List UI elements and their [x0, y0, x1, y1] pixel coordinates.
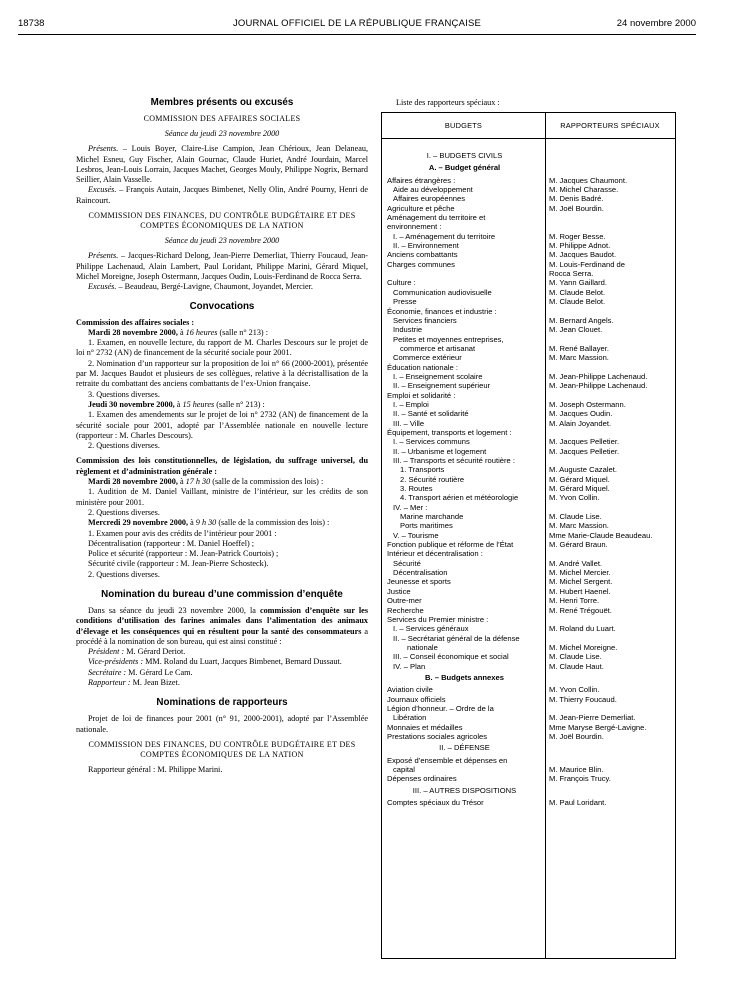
- rapporteur-cell: [542, 743, 675, 752]
- table-row: [382, 503, 675, 512]
- rapporteur-cell: [542, 391, 675, 400]
- rapporteur-cell: Rocca Serra.: [549, 269, 594, 279]
- budget-cell: Recherche: [387, 605, 424, 615]
- budget-cell: 2. Sécurité routière: [400, 474, 465, 484]
- agenda-item: 1. Examen, en nouvelle lecture, du rapport de M. Charles Descours sur le projet de loi n° 2732 (AN) de financement de la sécurité sociale pour 2001.: [76, 338, 368, 358]
- rapporteur-cell: [542, 549, 675, 558]
- rapporteur-cell: [542, 151, 675, 160]
- bureau-member: Secrétaire : M. Gérard Le Cam.: [88, 667, 193, 677]
- rapporteur-cell: M. Louis-Ferdinand de: [549, 259, 625, 269]
- table-row: [382, 732, 675, 741]
- commission-heading: Commission des affaires sociales :: [76, 317, 195, 327]
- rapporteur-cell: M. Jacques Pelletier.: [549, 437, 620, 447]
- excuses-paragraph: Excusés. – François Autain, Jacques Bimbenet, Nelly Olin, André Pourny, Henri de Raincourt.: [76, 185, 368, 205]
- table-row: [382, 409, 675, 418]
- rapporteur-cell: M. Thierry Foucaud.: [549, 694, 617, 704]
- table-row: [382, 335, 675, 344]
- budget-cell: Communication audiovisuelle: [393, 287, 492, 297]
- table-row: [382, 765, 675, 774]
- budget-cell: 3. Routes: [400, 484, 433, 494]
- agenda-subitem: Police et sécurité (rapporteur : M. Jean-Patrick Courtois) ;: [88, 549, 279, 559]
- table-row: [382, 559, 675, 568]
- table-row: [382, 662, 675, 671]
- rapporteur-cell: M. Claude Haut.: [549, 661, 604, 671]
- rapporteur-cell: M. Claude Lise.: [549, 652, 602, 662]
- rapporteur-cell: M. Hubert Haenel.: [549, 586, 611, 596]
- rapporteur-cell: M. Marc Massion.: [549, 521, 609, 531]
- budget-cell: Commerce extérieur: [393, 353, 462, 363]
- commission-finances: COMMISSION DES FINANCES, DU CONTRÔLE BUDGÉTAIRE ET DES COMPTES ÉCONOMIQUES DE LA NATION: [88, 211, 356, 231]
- budget-cell: III. – AUTRES DISPOSITIONS: [412, 785, 517, 795]
- seance-date: Séance du jeudi 23 novembre 2000: [164, 129, 280, 138]
- bureau-member: Rapporteur : M. Jean Bizet.: [88, 678, 180, 688]
- rapporteur-cell: M. François Trucy.: [549, 774, 611, 784]
- rapporteur-cell: M. Jean-Philippe Lachenaud.: [549, 381, 648, 391]
- rapporteur-cell: M. Jacques Baudot.: [549, 250, 617, 260]
- budget-cell: Exposé d’ensemble et dépenses en: [387, 755, 508, 765]
- commission-affaires-sociales: COMMISSION DES AFFAIRES SOCIALES: [143, 114, 301, 123]
- table-row: [382, 437, 675, 446]
- budget-cell: Aménagement du territoire et: [387, 213, 486, 223]
- table-section-heading: [382, 151, 675, 160]
- table-row: [382, 484, 675, 493]
- budget-cell: Services financiers: [393, 315, 457, 325]
- budget-cell: I. – Services communs: [393, 437, 470, 447]
- rapporteurs-table: [381, 112, 676, 959]
- table-row: [382, 798, 675, 807]
- agenda-item: 1. Examen des amendements sur le projet de loi n° 2732 (AN) de financement de la sécurité sociale pour 2001, adopté par l’Assemblée nationale en nouvelle lecture (rapporteur : M. Charles Descours).: [76, 410, 368, 440]
- budget-cell: Éducation nationale :: [387, 362, 458, 372]
- budget-cell: environnement :: [387, 222, 442, 232]
- table-row: [382, 204, 675, 213]
- budget-cell: 1. Transports: [400, 465, 445, 475]
- table-row: [382, 531, 675, 540]
- budget-cell: Emploi et solidarité :: [387, 390, 456, 400]
- rapporteur-cell: M. Jean-Pierre Demerliat.: [549, 713, 636, 723]
- section-title-membres: Membres présents ou excusés: [150, 97, 294, 108]
- budget-cell: Fonction publique et réforme de l’État: [387, 540, 514, 550]
- presents-paragraph: Présents. – Louis Boyer, Claire-Lise Campion, Jean Chérioux, Jean Delaneau, Michel Esneu, Guy Fischer, Alain Gournac, Claude Huriet, André Jourdain, Marcel Lesbros, Jean-Louis Lorrain, Jacques Machet, Georges Mouly, Philippe Nogrix, Bernard Seillier, Alain Vasselle.: [76, 144, 368, 185]
- left-column: [76, 92, 368, 775]
- table-row: [382, 685, 675, 694]
- table-row: [382, 391, 675, 400]
- table-row: [382, 756, 675, 765]
- budget-cell: IV. – Plan: [393, 661, 426, 671]
- table-row: [382, 475, 675, 484]
- budget-cell: Légion d’honneur. – Ordre de la: [387, 703, 494, 713]
- table-row: [382, 652, 675, 661]
- rapporteur-cell: [542, 456, 675, 465]
- rapporteur-cell: M. Michel Charasse.: [549, 185, 619, 195]
- rapporteur-cell: M. Michel Sergent.: [549, 577, 613, 587]
- excuses-paragraph: Excusés. – Beaudeau, Bergé-Lavigne, Chaumont, Joyandet, Mercier.: [88, 282, 313, 292]
- table-row: [382, 288, 675, 297]
- rapporteur-cell: M. Jacques Oudin.: [549, 409, 613, 419]
- budget-cell: Comptes spéciaux du Trésor: [387, 798, 484, 808]
- budget-cell: II. – Santé et solidarité: [393, 409, 469, 419]
- agenda-item: 2. Nomination d’un rapporteur sur la proposition de loi n° 66 (2000-2001), présentée par M. Jacques Baudot et plusieurs de ses collègues, relative à la décristallisation de la retraite du combattant des anciens combattants de l’ex-Union française.: [76, 358, 368, 389]
- rapporteur-cell: M. Joël Bourdin.: [549, 203, 604, 213]
- budget-cell: Prestations sociales agricoles: [387, 731, 488, 741]
- rapporteur-cell: M. Gérard Miquel.: [549, 474, 610, 484]
- budget-cell: Affaires étrangères :: [387, 175, 456, 185]
- rapporteurs-paragraph: Projet de loi de finances pour 2001 (n° 91, 2000-2001), adopté par l’Assemblée nationale.: [76, 714, 368, 734]
- page-header: [18, 14, 696, 35]
- budget-cell: Affaires européennes: [393, 194, 466, 204]
- rapporteur-cell: M. Michel Mercier.: [549, 568, 611, 578]
- table-row: [382, 176, 675, 185]
- column-header-budgets: BUDGETS: [444, 120, 483, 130]
- rapporteur-cell: Mme Marie-Claude Beaudeau.: [549, 530, 653, 540]
- budget-cell: III. – Transports et sécurité routière :: [393, 456, 515, 465]
- table-row: [382, 587, 675, 596]
- page-number: 18738: [18, 18, 45, 29]
- budget-cell: V. – Tourisme: [393, 530, 439, 540]
- rapporteur-cell: M. Roland du Luart.: [549, 624, 616, 634]
- budget-cell: Anciens combattants: [387, 250, 458, 260]
- table-row: [382, 643, 675, 652]
- rapporteur-cell: [542, 634, 675, 643]
- rapporteur-cell: [542, 363, 675, 372]
- rapporteur-cell: M. Yvon Collin.: [549, 493, 600, 503]
- table-row: [382, 540, 675, 549]
- table-row: [382, 596, 675, 605]
- agenda-subitem: Sécurité civile (rapporteur : M. Jean-Pierre Schosteck).: [88, 559, 269, 569]
- table-header: [382, 113, 675, 139]
- budget-cell: Aide au développement: [393, 185, 473, 195]
- rapporteur-cell: [542, 428, 675, 437]
- budget-cell: III. – Conseil économique et social: [393, 652, 509, 662]
- budget-cell: Libération: [393, 713, 427, 723]
- table-row: [382, 222, 675, 231]
- meeting-date: Mercredi 29 novembre 2000, à 9 h 30 (salle de la commission des lois) :: [88, 518, 330, 528]
- commission-heading: Commission des lois constitutionnelles, de législation, du suffrage universel, du règlement et d’administration générale :: [76, 456, 368, 476]
- rapporteur-cell: M. Gérard Miquel.: [549, 484, 610, 494]
- rapporteur-cell: M. Yann Gaillard.: [549, 278, 607, 288]
- budget-cell: commerce et artisanat: [400, 343, 476, 353]
- table-row: [382, 713, 675, 722]
- table-row: [382, 774, 675, 783]
- rapporteur-cell: M. Henri Torre.: [549, 596, 600, 606]
- table-row: [382, 428, 675, 437]
- rapporteur-cell: [542, 163, 675, 172]
- budget-cell: 4. Transport aérien et météorologie: [400, 493, 519, 503]
- budget-cell: I. – Enseignement scolaire: [393, 371, 483, 381]
- section-title-nomination-bureau: Nomination du bureau d’une commission d’enquête: [101, 588, 343, 600]
- budget-cell: II. – DÉFENSE: [439, 743, 490, 753]
- table-section-heading: [382, 786, 675, 795]
- table-section-heading: [382, 673, 675, 682]
- rapporteur-cell: M. Denis Badré.: [549, 194, 604, 204]
- commission-finances: COMMISSION DES FINANCES, DU CONTRÔLE BUDGÉTAIRE ET DES COMPTES ÉCONOMIQUES DE LA NATION: [88, 739, 356, 759]
- presents-paragraph: Présents. – Jacques-Richard Delong, Jean-Pierre Demerliat, Thierry Foucaud, Jean-Philippe Lachenaud, Alain Lambert, Paul Loridant, Philippe Marini, Gérard Miquel, Michel Moreigne, Joseph Ostermann, Jacques Oudin, Louis-Ferdinand de Rocca Serra.: [76, 251, 368, 281]
- rapporteur-cell: [542, 503, 675, 512]
- table-row: [382, 260, 675, 269]
- budget-cell: Justice: [387, 586, 411, 596]
- table-section-heading: [382, 163, 675, 172]
- rapporteur-cell: M. Alain Joyandet.: [549, 418, 612, 428]
- budget-cell: Marine marchande: [400, 512, 464, 522]
- rapporteur-cell: M. Maurice Blin.: [549, 765, 604, 774]
- budget-cell: II. – Secrétariat général de la défense: [393, 633, 520, 643]
- budget-cell: Industrie: [393, 325, 423, 335]
- budget-cell: Petites et moyennes entreprises,: [393, 334, 504, 344]
- agenda-item: 2. Questions diverses.: [88, 441, 160, 451]
- rapporteur-cell: M. Joseph Ostermann.: [549, 399, 626, 409]
- rapporteur-cell: [542, 786, 675, 795]
- budget-cell: Jeunesse et sports: [387, 577, 451, 587]
- budget-cell: I. – BUDGETS CIVILS: [426, 151, 503, 160]
- budget-cell: Aviation civile: [387, 685, 433, 695]
- budget-cell: Journaux officiels: [387, 694, 446, 704]
- bureau-member: Vice-présidents : MM. Roland du Luart, Jacques Bimbenet, Bernard Dussaut.: [88, 657, 342, 667]
- budget-cell: Services du Premier ministre :: [387, 614, 489, 624]
- rapporteur-cell: M. Bernard Angels.: [549, 315, 614, 325]
- table-row: [382, 363, 675, 372]
- rapporteur-cell: [542, 213, 675, 222]
- table-row: [382, 185, 675, 194]
- rapporteur-cell: M. Philippe Adnot.: [549, 241, 611, 251]
- table-row: [382, 695, 675, 704]
- budget-cell: I. – Services généraux: [393, 624, 469, 634]
- table-row: [382, 493, 675, 502]
- budget-cell: Équipement, transports et logement :: [387, 427, 512, 437]
- rapporteurs-list-intro: Liste des rapporteurs spéciaux :: [396, 98, 500, 107]
- budget-cell: Outre-mer: [387, 596, 422, 606]
- table-row: [382, 624, 675, 633]
- rapporteur-cell: [542, 756, 675, 765]
- budget-cell: Sécurité: [393, 558, 421, 568]
- seance-date: Séance du jeudi 23 novembre 2000: [164, 236, 280, 246]
- budget-cell: Économie, finances et industrie :: [387, 306, 497, 316]
- column-header-rapporteurs: RAPPORTEURS SPÉCIAUX: [560, 120, 660, 130]
- table-row: [382, 325, 675, 334]
- table-row: [382, 278, 675, 287]
- meeting-date: Mardi 28 novembre 2000, à 17 h 30 (salle de la commission des lois) :: [88, 477, 324, 487]
- agenda-item: 3. Questions diverses.: [88, 389, 160, 399]
- agenda-item: 1. Audition de M. Daniel Vaillant, ministre de l’intérieur, sur les crédits de son ministère pour 2001.: [76, 487, 368, 507]
- table-row: [382, 419, 675, 428]
- rapporteur-cell: M. Paul Loridant.: [549, 798, 607, 808]
- budget-cell: Charges communes: [387, 259, 455, 269]
- budget-cell: Agriculture et pêche: [387, 203, 455, 213]
- rapporteur-cell: M. Roger Besse.: [549, 231, 606, 241]
- budget-cell: IV. – Mer :: [393, 502, 428, 512]
- table-section-heading: [382, 743, 675, 752]
- bureau-member: Président : M. Gérard Deriot.: [88, 647, 186, 657]
- section-title-rapporteurs: Nominations de rapporteurs: [156, 697, 288, 709]
- budget-cell: II. – Urbanisme et logement: [393, 446, 487, 456]
- table-row: [382, 512, 675, 521]
- table-row: [382, 615, 675, 624]
- rapporteur-cell: M. André Vallet.: [549, 558, 603, 568]
- table-row: [382, 372, 675, 381]
- table-row: [382, 549, 675, 558]
- agenda-item: 2. Questions diverses.: [88, 569, 160, 579]
- table-row: [382, 400, 675, 409]
- section-title-convocations: Convocations: [189, 300, 255, 312]
- table-row: [382, 723, 675, 732]
- table-row: [382, 250, 675, 259]
- rapporteur-cell: M. Joël Bourdin.: [549, 731, 604, 741]
- rapporteur-cell: [542, 307, 675, 316]
- rapporteur-cell: M. Jacques Pelletier.: [549, 446, 620, 456]
- table-row: [382, 447, 675, 456]
- rapporteur-cell: M. Gérard Braun.: [549, 540, 608, 550]
- budget-cell: Culture :: [387, 278, 416, 288]
- table-row: [382, 568, 675, 577]
- rapporteur-cell: M. Yvon Collin.: [549, 685, 600, 695]
- journal-title: JOURNAL OFFICIEL DE LA RÉPUBLIQUE FRANÇAISE: [232, 18, 482, 29]
- budget-cell: Dépenses ordinaires: [387, 774, 457, 784]
- issue-date: 24 novembre 2000: [616, 18, 696, 29]
- table-row: [382, 344, 675, 353]
- table-row: [382, 465, 675, 474]
- agenda-item: 1. Examen pour avis des crédits de l’intérieur pour 2001 :: [88, 528, 277, 538]
- table-row: [382, 307, 675, 316]
- agenda-item: 2. Questions diverses.: [88, 507, 160, 517]
- budget-cell: capital: [393, 765, 415, 774]
- agenda-subitem: Décentralisation (rapporteur : M. Daniel Hoeffel) ;: [88, 538, 255, 548]
- rapporteur-cell: [542, 222, 675, 231]
- table-row: [382, 606, 675, 615]
- table-row: [382, 456, 675, 465]
- rapporteur-cell: M. Michel Moreigne.: [549, 642, 618, 652]
- budget-cell: Ports maritimes: [400, 521, 453, 531]
- rapporteur-cell: M. Claude Belot.: [549, 297, 606, 307]
- budget-cell: A. – Budget général: [428, 163, 501, 173]
- meeting-date: Mardi 28 novembre 2000, à 16 heures (salle n° 213) :: [88, 327, 268, 337]
- table-row: [382, 577, 675, 586]
- table-row: [382, 704, 675, 713]
- rapporteur-cell: [542, 673, 675, 682]
- table-row: [382, 232, 675, 241]
- rapporteur-cell: M. Jean-Philippe Lachenaud.: [549, 371, 648, 381]
- table-row: [382, 297, 675, 306]
- budget-cell: Décentralisation: [393, 568, 448, 578]
- table-body: [382, 139, 675, 807]
- budget-cell: Monnaies et médailles: [387, 722, 463, 732]
- budget-cell: I. – Emploi: [393, 399, 429, 409]
- rapporteur-general: Rapporteur général : M. Philippe Marini.: [88, 764, 223, 774]
- table-row: [382, 213, 675, 222]
- rapporteur-cell: M. Claude Lise.: [549, 512, 602, 522]
- budget-cell: Presse: [393, 297, 417, 307]
- table-row: [382, 381, 675, 390]
- rapporteur-cell: M. René Ballayer.: [549, 343, 609, 353]
- table-row: [382, 521, 675, 530]
- table-row: [382, 269, 675, 278]
- budget-cell: [382, 269, 542, 278]
- rapporteur-cell: M. René Trégouët.: [549, 605, 612, 615]
- table-row: [382, 194, 675, 203]
- budget-cell: nationale: [407, 642, 438, 652]
- budget-cell: III. – Ville: [393, 418, 425, 428]
- meeting-date: Jeudi 30 novembre 2000, à 15 heures (salle n° 213) :: [88, 399, 265, 409]
- rapporteur-cell: M. Auguste Cazalet.: [549, 465, 617, 475]
- table-row: [382, 241, 675, 250]
- budget-cell: II. – Environnement: [393, 241, 459, 251]
- rapporteur-cell: M. Claude Belot.: [549, 287, 606, 297]
- rapporteur-cell: [542, 335, 675, 344]
- table-row: [382, 634, 675, 643]
- rapporteur-cell: M. Jean Clouet.: [549, 325, 603, 335]
- budget-cell: Intérieur et décentralisation :: [387, 549, 483, 559]
- rapporteur-cell: M. Jacques Chaumont.: [549, 175, 628, 185]
- budget-cell: I. – Aménagement du territoire: [393, 231, 496, 241]
- table-row: [382, 353, 675, 362]
- rapporteur-cell: Mme Maryse Bergé-Lavigne.: [549, 722, 647, 732]
- rapporteur-cell: M. Marc Massion.: [549, 353, 609, 363]
- table-row: [382, 316, 675, 325]
- rapporteur-cell: [542, 615, 675, 624]
- budget-cell: B. – Budgets annexes: [425, 672, 504, 682]
- rapporteur-cell: [542, 704, 675, 713]
- nomination-paragraph: Dans sa séance du jeudi 23 novembre 2000, la commission d’enquête sur les conditions d’utilisation des farines animales dans l’alimentation des animaux d’élevage et les conséquences qui en résultent pour la santé des consommateurs a procédé à la nomination de son bureau, qui est ainsi constitué :: [76, 605, 369, 646]
- budget-cell: II. – Enseignement supérieur: [393, 381, 491, 391]
